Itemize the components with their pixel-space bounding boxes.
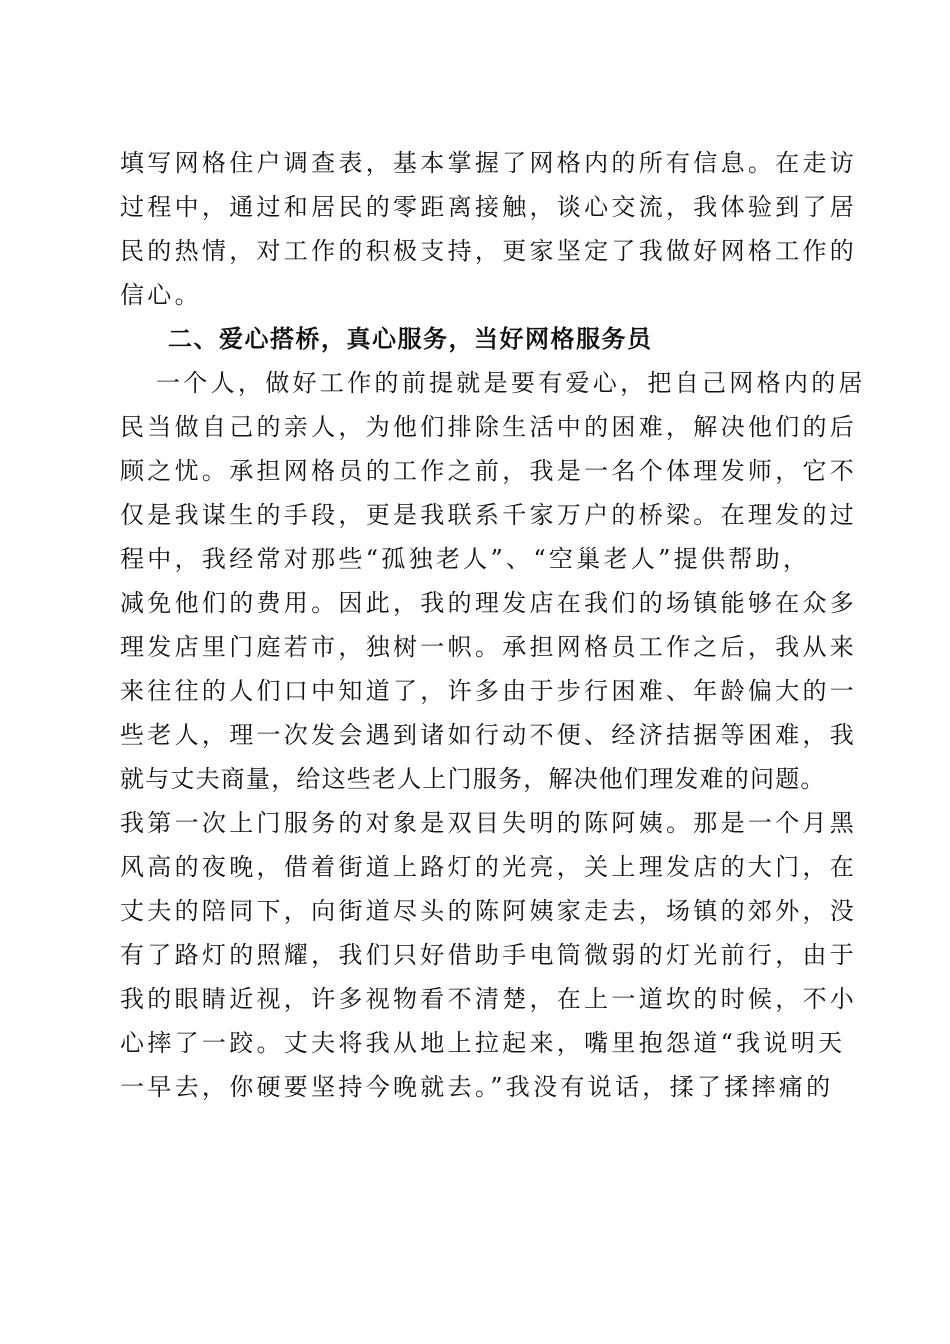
text-line: 心摔了一跤。丈夫将我从地上拉起来，嘴里抱怨道“我说明天 [120, 1029, 846, 1057]
paragraph-1 [120, 141, 858, 317]
text-line: 我的眼睛近视，许多视物看不清楚，在上一道坎的时候，不小 [120, 985, 858, 1013]
text-line: 民的热情，对工作的积极支持，更家坚定了我做好网格工作的 [120, 237, 858, 265]
section-heading: 二、爱心搭桥，真心服务，当好网格服务员 [168, 324, 653, 353]
text-line: 顾之忧。承担网格员的工作之前，我是一名个体理发师，它不 [120, 457, 858, 485]
text-line: 过程中，通过和居民的零距离接触，谈心交流，我体验到了居 [120, 193, 858, 221]
text-line: 有了路灯的照耀，我们只好借助手电筒微弱的灯光前行，由于 [120, 941, 858, 969]
text-line: 仅是我谋生的手段，更是我联系千家万户的桥梁。在理发的过 [120, 501, 858, 529]
text-line: 减免他们的费用。因此，我的理发店在我们的场镇能够在众多 [120, 589, 858, 617]
text-line: 风高的夜晚，借着街道上路灯的光亮，关上理发店的大门，在 [120, 853, 858, 881]
text-line: 一早去，你硬要坚持今晚就去。”我没有说话，揉了揉摔痛的 [120, 1073, 834, 1101]
text-line: 丈夫的陪同下，向街道尽头的陈阿姨家走去，场镇的郊外，没 [120, 897, 858, 925]
text-line: 民当做自己的亲人，为他们排除生活中的困难，解决他们的后 [120, 413, 858, 441]
text-line: 来往往的人们口中知道了，许多由于步行困难、年龄偏大的一 [120, 677, 858, 705]
text-line: 程中，我经常对那些“孤独老人”、“空巢老人”提供帮助， [120, 545, 811, 573]
paragraph-2 [120, 361, 866, 1109]
document-body [120, 141, 866, 1109]
text-line: 信心。 [120, 281, 202, 309]
text-line: 就与丈夫商量，给这些老人上门服务，解决他们理发难的问题。 [120, 765, 826, 793]
text-line: 些老人，理一次发会遇到诸如行动不便、经济拮据等困难，我 [120, 721, 858, 749]
text-line: 填写网格住户调查表，基本掌握了网格内的所有信息。在走访 [120, 149, 858, 177]
text-line: 一个人，做好工作的前提就是要有爱心，把自己网格内的居 [156, 369, 866, 397]
text-line: 我第一次上门服务的对象是双目失明的陈阿姨。那是一个月黑 [120, 809, 858, 837]
text-line: 理发店里门庭若市，独树一帜。承担网格员工作之后，我从来 [120, 633, 858, 661]
